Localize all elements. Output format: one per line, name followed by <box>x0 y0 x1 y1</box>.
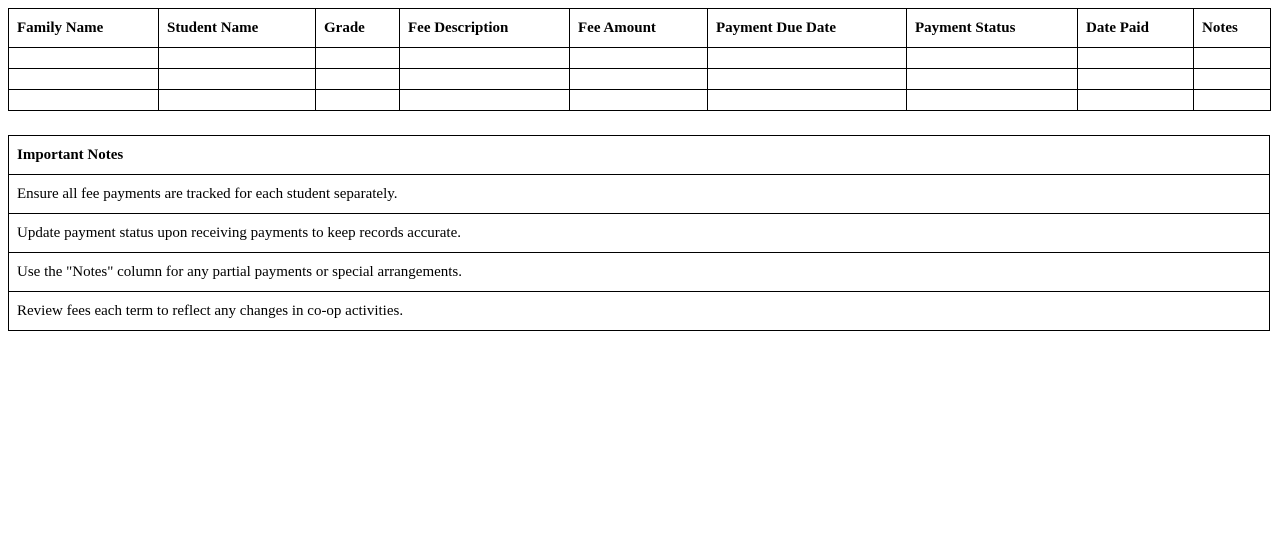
list-item <box>9 292 1270 331</box>
table-cell <box>400 90 570 111</box>
note-text: Use the "Notes" column for any partial payments or special arrangements. <box>9 253 1270 292</box>
note-text: Review fees each term to reflect any changes in co-op activities. <box>9 292 1270 331</box>
table-cell <box>159 48 316 69</box>
fee-tracking-table <box>8 8 1271 111</box>
header-payment-due-date: Payment Due Date <box>708 9 907 48</box>
note-text: Update payment status upon receiving payments to keep records accurate. <box>9 214 1270 253</box>
table-row <box>9 69 1271 90</box>
list-item <box>9 253 1270 292</box>
header-grade: Grade <box>316 9 400 48</box>
table-cell <box>708 69 907 90</box>
table-cell <box>907 48 1078 69</box>
table-row <box>9 48 1271 69</box>
table-cell <box>1078 69 1194 90</box>
table-cell <box>907 69 1078 90</box>
header-notes: Notes <box>1194 9 1271 48</box>
table-cell <box>570 90 708 111</box>
header-student-name: Student Name <box>159 9 316 48</box>
table-cell <box>708 48 907 69</box>
list-item <box>9 175 1270 214</box>
table-cell <box>570 69 708 90</box>
table-row <box>9 90 1271 111</box>
table-cell <box>9 90 159 111</box>
table-cell <box>570 48 708 69</box>
important-notes-table <box>8 135 1270 331</box>
table-cell <box>316 48 400 69</box>
header-date-paid: Date Paid <box>1078 9 1194 48</box>
header-fee-amount: Fee Amount <box>570 9 708 48</box>
table-cell <box>907 90 1078 111</box>
table-cell <box>708 90 907 111</box>
table-cell <box>400 69 570 90</box>
header-payment-status: Payment Status <box>907 9 1078 48</box>
table-cell <box>1078 48 1194 69</box>
table-cell <box>400 48 570 69</box>
header-family-name: Family Name <box>9 9 159 48</box>
notes-header-row <box>9 136 1270 175</box>
table-cell <box>1194 48 1271 69</box>
table-cell <box>159 90 316 111</box>
table-cell <box>316 90 400 111</box>
table-cell <box>1194 69 1271 90</box>
fee-table-header-row <box>9 9 1271 48</box>
table-cell <box>9 69 159 90</box>
list-item <box>9 214 1270 253</box>
important-notes-title: Important Notes <box>9 136 1270 175</box>
header-fee-description: Fee Description <box>400 9 570 48</box>
table-cell <box>9 48 159 69</box>
note-text: Ensure all fee payments are tracked for each student separately. <box>9 175 1270 214</box>
table-cell <box>1194 90 1271 111</box>
table-cell <box>159 69 316 90</box>
table-cell <box>1078 90 1194 111</box>
table-cell <box>316 69 400 90</box>
